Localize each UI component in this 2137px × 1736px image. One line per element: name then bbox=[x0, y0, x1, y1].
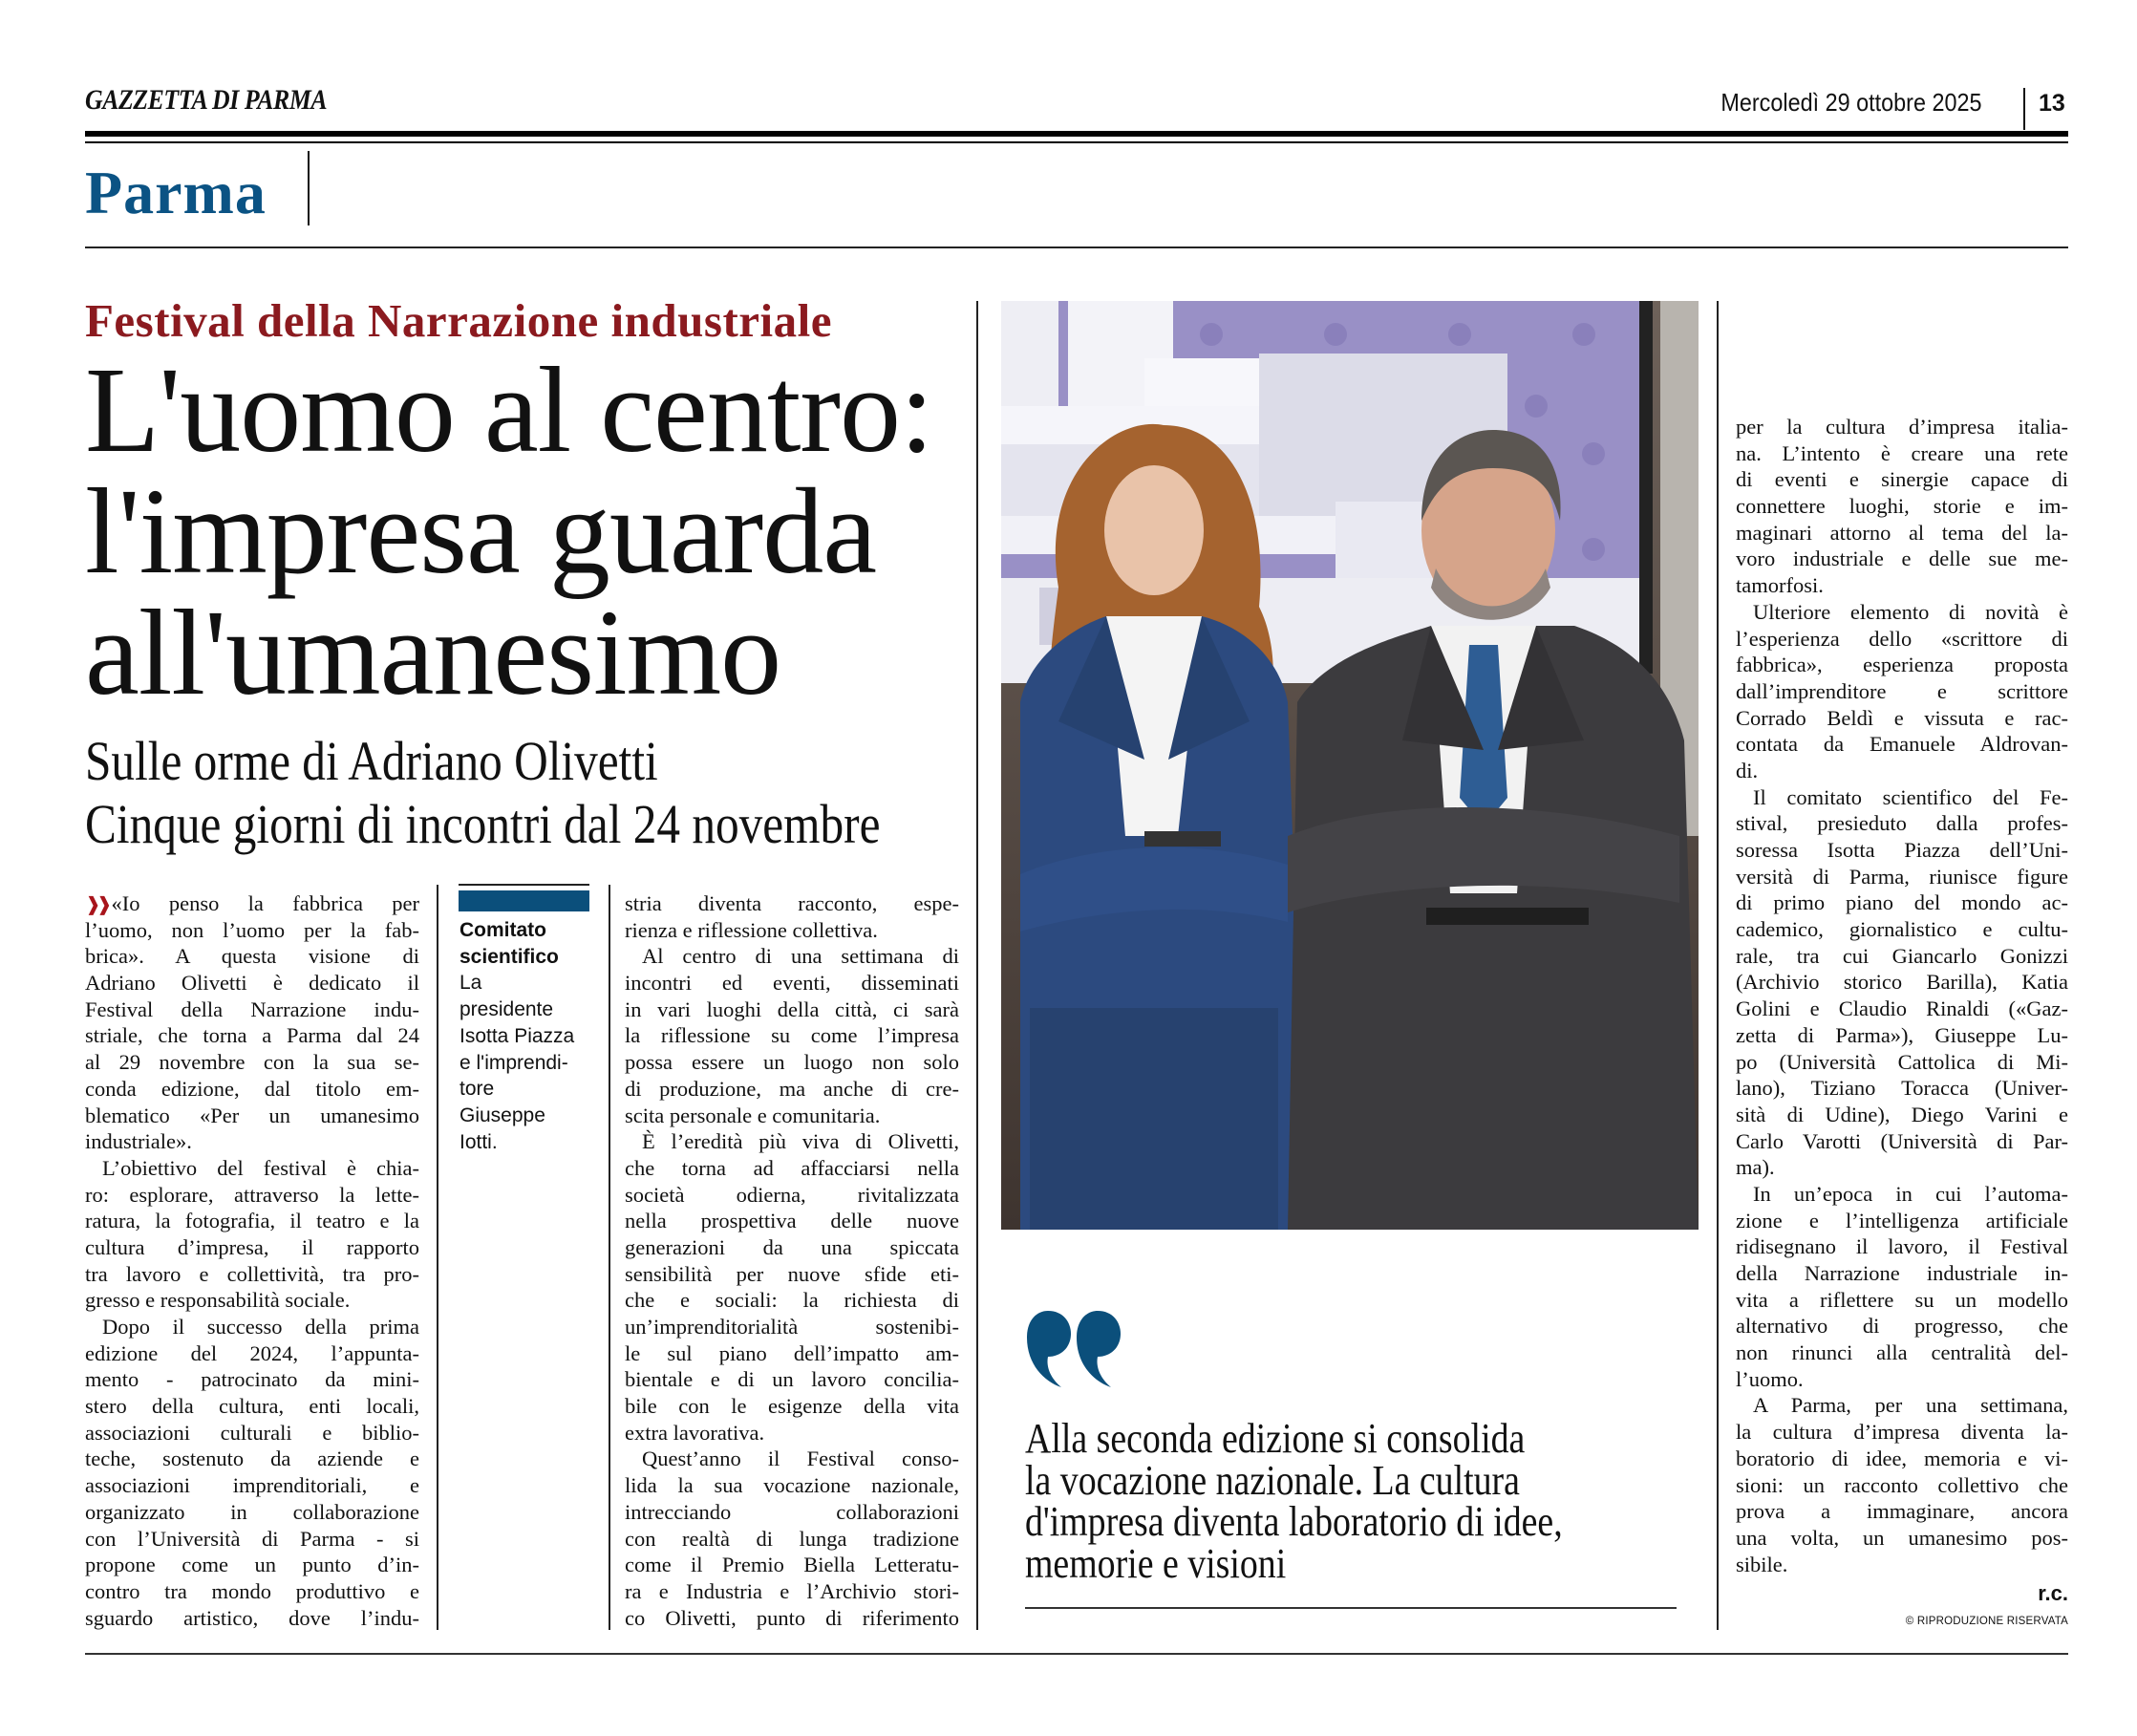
text-line: Golini e Claudio Rinaldi («Gaz- bbox=[1736, 997, 2068, 1021]
text-line: sguardo artistico, dove l’indu- bbox=[85, 1605, 419, 1630]
text-line: nella prospettiva delle nuove bbox=[625, 1209, 959, 1233]
column-divider bbox=[609, 885, 610, 1630]
text-line: Corrado Beldì e vissuta e rac- bbox=[1736, 705, 2068, 730]
text-line: (Archivio storico Barilla), Katia bbox=[1736, 970, 2068, 995]
text-line: associazioni culturali e biblio- bbox=[85, 1420, 419, 1445]
text-line: tra lavoro e collettività, tra pro- bbox=[85, 1261, 419, 1286]
text-line: lano), Tiziano Toracca (Univer- bbox=[1736, 1076, 2068, 1101]
article-headline bbox=[85, 342, 933, 720]
text-line: fabbrica», esperienza proposta bbox=[1736, 653, 2068, 677]
text-line: na. L’intento è creare una rete bbox=[1736, 440, 2068, 465]
text-line: contro tra mondo produttivo e bbox=[85, 1578, 419, 1603]
text-line: di produzione, ma anche di cre- bbox=[625, 1076, 959, 1101]
divider bbox=[2023, 88, 2025, 130]
text-line: un’imprenditorialità sostenibi- bbox=[625, 1315, 959, 1339]
divider bbox=[308, 151, 310, 225]
text-line: co Olivetti, punto di riferimento bbox=[625, 1605, 959, 1630]
text-line: una volta, un umanesimo pos- bbox=[1736, 1525, 2068, 1550]
text-line: Ulteriore elemento di novità è bbox=[1753, 599, 2068, 624]
article-column-3 bbox=[1736, 414, 2068, 1577]
issue-date: Mercoledì 29 ottobre 2025 bbox=[1720, 88, 1982, 117]
text-line: scita personale e comunitaria. bbox=[625, 1103, 881, 1127]
subtitle-line: Sulle orme di Adriano Olivetti bbox=[85, 730, 658, 792]
text-line: striale, che torna a Parma dal 24 bbox=[85, 1023, 419, 1048]
headline-line: l'impresa guarda bbox=[85, 463, 877, 599]
pull-quote bbox=[1025, 1415, 1563, 1587]
text-line: di. bbox=[1736, 758, 1759, 782]
text-line: maginari attorno al tema del la- bbox=[1736, 520, 2068, 545]
divider bbox=[459, 884, 589, 886]
text-line: tamorfosi. bbox=[1736, 573, 1824, 598]
text-line: Adriano Olivetti è dedicato il bbox=[85, 971, 419, 996]
article-subtitle bbox=[85, 730, 880, 856]
quote-marks-icon bbox=[1025, 1309, 1124, 1389]
text-line: ro: esplorare, attraverso la lette- bbox=[85, 1182, 419, 1207]
text-line: l’esperienza dello «scrittore di bbox=[1736, 626, 2068, 651]
text-line: lida la sua vocazione nazionale, bbox=[625, 1473, 959, 1498]
text-line: È l’eredità più viva di Olivetti, bbox=[642, 1129, 959, 1154]
article-kicker: Festival della Narrazione industriale bbox=[85, 294, 832, 347]
divider bbox=[85, 141, 2068, 143]
text-line: con realtà di lunga tradizione bbox=[625, 1526, 959, 1551]
text-line: in vari luoghi della città, ci sarà bbox=[625, 997, 959, 1021]
sidebar-line: Iotti. bbox=[459, 1130, 498, 1153]
headline-line: L'uomo al centro: bbox=[85, 342, 933, 478]
sidebar-accent-bar bbox=[459, 890, 589, 911]
text-line: sensibilità per nuove sfide eti- bbox=[625, 1261, 959, 1286]
text-line: A Parma, per una settimana, bbox=[1753, 1393, 2068, 1418]
text-line: organizzato in collaborazione bbox=[85, 1499, 419, 1524]
text-line: ma). bbox=[1736, 1155, 1775, 1180]
page-number: 13 bbox=[2039, 90, 2065, 117]
text-line: prova a immaginare, ancora bbox=[1736, 1499, 2068, 1524]
text-line: possa essere un luogo non solo bbox=[625, 1050, 959, 1075]
sidebar-line: Giuseppe bbox=[459, 1104, 545, 1126]
pull-quote-line: la vocazione nazionale. La cultura bbox=[1025, 1456, 1520, 1504]
text-line: zetta di Parma»), Giuseppe Lu- bbox=[1736, 1022, 2068, 1047]
divider bbox=[85, 246, 2068, 248]
sidebar-line: e l'imprendi- bbox=[459, 1051, 568, 1074]
text-line: la riflessione su come l’impresa bbox=[625, 1023, 959, 1048]
text-line: ratura, la fotografia, il teatro e la bbox=[85, 1209, 419, 1233]
text-line bbox=[85, 890, 419, 917]
text-line: cultura d’impresa, il rapporto bbox=[85, 1234, 419, 1259]
article-photo bbox=[1001, 301, 1699, 1230]
text-line: sioni: un racconto collettivo che bbox=[1736, 1472, 2068, 1497]
divider bbox=[85, 1653, 2068, 1655]
text-line: voro industriale e delle sue me- bbox=[1736, 547, 2068, 571]
text-line: teche, sostenuto da aziende e bbox=[85, 1447, 419, 1471]
text-line: della Narrazione industriale in- bbox=[1736, 1261, 2068, 1285]
text-line: con l’Università di Parma - si bbox=[85, 1526, 419, 1551]
text-line: versità di Parma, riunisce figure bbox=[1736, 864, 2068, 889]
text-line: associazioni imprenditoriali, e bbox=[85, 1473, 419, 1498]
text-line: blematico «Per un umanesimo bbox=[85, 1103, 419, 1127]
subtitle-line: Cinque giorni di incontri dal 24 novembre bbox=[85, 793, 881, 855]
text-line: Carlo Varotti (Università di Par- bbox=[1736, 1128, 2068, 1153]
text-line: che torna ad affacciarsi nella bbox=[625, 1155, 959, 1180]
text-line: non rinunci alla centralità del- bbox=[1736, 1340, 2068, 1365]
text-line: la cultura d’impresa diventa la- bbox=[1736, 1420, 2068, 1445]
text-line: rienza e riflessione collettiva. bbox=[625, 917, 878, 942]
sidebar-title: Comitato bbox=[459, 919, 546, 941]
text-line: società odierna, rivitalizzata bbox=[625, 1182, 959, 1207]
text-line: propone come un punto d’in- bbox=[85, 1553, 419, 1577]
text-line-content: «Io penso la fabbrica per bbox=[111, 891, 419, 915]
copyright-notice: © RIPRODUZIONE RISERVATA bbox=[1905, 1616, 2068, 1627]
pull-quote-line: Alla seconda edizione si consolida bbox=[1025, 1415, 1526, 1462]
author-signature: r.c. bbox=[2038, 1581, 2068, 1605]
text-line: edizione del 2024, l’appunta- bbox=[85, 1340, 419, 1365]
headline-line: all'umanesimo bbox=[85, 585, 781, 720]
column-divider bbox=[976, 301, 978, 1630]
text-line: al 29 novembre con la sua se- bbox=[85, 1050, 419, 1075]
text-line: che e sociali: la richiesta di bbox=[625, 1288, 959, 1313]
section-title: Parma bbox=[85, 159, 267, 226]
text-line: sibile. bbox=[1736, 1552, 1788, 1576]
text-line: po (Università Cattolica di Mi- bbox=[1736, 1049, 2068, 1074]
divider bbox=[85, 131, 2068, 137]
text-line: bientale e di un lavoro concilia- bbox=[625, 1367, 959, 1392]
text-line: l’uomo, non l’uomo per la fab- bbox=[85, 917, 419, 942]
text-line: connettere luoghi, storie e im- bbox=[1736, 494, 2068, 519]
sidebar-box bbox=[459, 917, 574, 1155]
pull-quote-line: d'impresa diventa laboratorio di idee, bbox=[1025, 1498, 1563, 1545]
pull-quote-line: memorie e visioni bbox=[1025, 1539, 1287, 1587]
article-column-1 bbox=[85, 890, 419, 1631]
text-line: come il Premio Biella Letteratu- bbox=[625, 1553, 959, 1577]
text-line: incontri ed eventi, disseminati bbox=[625, 971, 959, 996]
text-line: vita a riflettere su un modello bbox=[1736, 1287, 2068, 1312]
text-line: Dopo il successo della prima bbox=[102, 1315, 419, 1339]
paragraph-marker-icon: ❱❱ bbox=[85, 892, 108, 915]
text-line: ra e Industria e l’Archivio stori- bbox=[625, 1578, 959, 1603]
column-divider bbox=[437, 885, 438, 1630]
text-line: Quest’anno il Festival conso- bbox=[642, 1447, 959, 1471]
text-line: industriale». bbox=[85, 1129, 192, 1154]
newspaper-masthead: GAZZETTA DI PARMA bbox=[85, 84, 328, 116]
text-line: stero della cultura, enti locali, bbox=[85, 1394, 419, 1419]
text-line: di eventi e sinergie capace di bbox=[1736, 467, 2068, 492]
column-divider bbox=[1717, 301, 1719, 1630]
divider bbox=[1025, 1607, 1677, 1609]
text-line: generazioni da una spiccata bbox=[625, 1234, 959, 1259]
text-line: l’uomo. bbox=[1736, 1366, 1804, 1391]
text-line: mento - patrocinato da mini- bbox=[85, 1367, 419, 1392]
sidebar-line: La bbox=[459, 972, 482, 995]
text-line: ridisegnano il lavoro, il Festival bbox=[1736, 1234, 2068, 1259]
text-line: Il comitato scientifico del Fe- bbox=[1753, 784, 2068, 809]
text-line: In un’epoca in cui l’automa- bbox=[1753, 1181, 2068, 1206]
text-line: conda edizione, dal titolo em- bbox=[85, 1076, 419, 1101]
text-line: per la cultura d’impresa italia- bbox=[1736, 415, 2068, 439]
sidebar-line: Isotta Piazza bbox=[459, 1024, 575, 1047]
text-line: stria diventa racconto, espe- bbox=[625, 891, 959, 915]
text-line: L’obiettivo del festival è chia- bbox=[102, 1155, 419, 1180]
text-line: le sul piano dell’impatto am- bbox=[625, 1340, 959, 1365]
text-line: di primo piano del mondo ac- bbox=[1736, 890, 2068, 915]
text-line: contata da Emanuele Aldrovan- bbox=[1736, 732, 2068, 757]
text-line: gresso e responsabilità sociale. bbox=[85, 1288, 351, 1313]
article-column-2 bbox=[625, 890, 959, 1631]
text-line: dall’imprenditore e scrittore bbox=[1736, 678, 2068, 703]
text-line: zione e l’intelligenza artificiale bbox=[1736, 1208, 2068, 1232]
text-line: extra lavorativa. bbox=[625, 1420, 765, 1445]
text-line: intrecciando collaborazioni bbox=[625, 1499, 959, 1524]
text-line: sità di Udine), Diego Varini e bbox=[1736, 1102, 2068, 1126]
text-line: brica». A questa visione di bbox=[85, 944, 419, 969]
text-line: rale, tra cui Giancarlo Gonizzi bbox=[1736, 943, 2068, 968]
text-line: alternativo di progresso, che bbox=[1736, 1314, 2068, 1339]
text-line: cademico, giornalistico e cultu- bbox=[1736, 917, 2068, 942]
sidebar-title: scientifico bbox=[459, 945, 559, 968]
text-line: Festival della Narrazione indu- bbox=[85, 997, 419, 1021]
text-line: soressa Isotta Piazza dell’Uni- bbox=[1736, 838, 2068, 862]
sidebar-line: presidente bbox=[459, 998, 554, 1021]
text-line: stival, presieduto dalla profes- bbox=[1736, 811, 2068, 836]
text-line: boratorio di idee, memoria e vi- bbox=[1736, 1446, 2068, 1470]
sidebar-line: tore bbox=[459, 1078, 495, 1101]
text-line: Al centro di una settimana di bbox=[642, 944, 959, 969]
text-line: bile con le esigenze della vita bbox=[625, 1394, 959, 1419]
